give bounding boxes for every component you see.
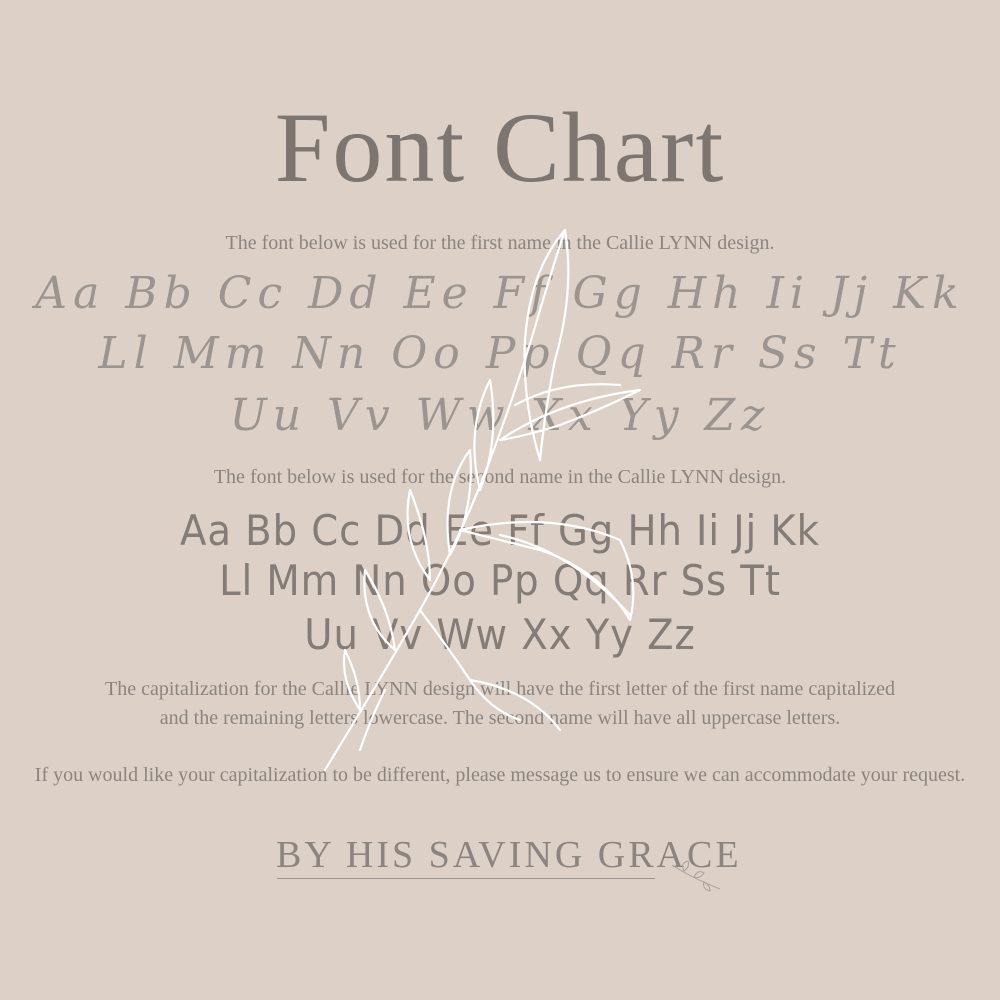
brand-sprig-icon xyxy=(668,855,728,895)
first-font-note: The font below is used for the first name in the Callie LYNN design. xyxy=(225,232,775,254)
capitalization-note-line-1: The capitalization for the Callie LYNN design will have the first letter of the first name capitalized xyxy=(105,678,895,700)
brand-logo xyxy=(276,833,742,877)
sans-alphabet-row-2: Ll Mm Nn Oo Pp Qq Rr Ss Tt xyxy=(219,556,781,605)
script-alphabet-row-2: Ll Mm Nn Oo Pp Qq Rr Ss Tt xyxy=(98,328,902,379)
capitalization-note-line-2: and the remaining letters lowercase. The second name will have all uppercase letters. xyxy=(159,707,841,729)
brand-name: BY HIS SAVING GRACE xyxy=(276,834,742,876)
brand-underline xyxy=(277,878,655,879)
script-alphabet-row-1: Aa Bb Cc Dd Ee Ff Gg Hh Ii Jj Kk xyxy=(35,268,965,319)
script-alphabet-row-3: Uu Vv Ww Xx Yy Zz xyxy=(229,390,771,441)
sans-alphabet-row-1: Aa Bb Cc Dd Ee Ff Gg Hh Ii Jj Kk xyxy=(180,506,820,555)
request-note: If you would like your capitalization to be different, please message us to ensure we can accommodate your request. xyxy=(34,764,966,786)
capitalization-note xyxy=(0,675,1000,733)
page-title: Font Chart xyxy=(274,92,726,203)
sans-alphabet-row-3: Uu Vv Ww Xx Yy Zz xyxy=(304,610,696,659)
second-font-note: The font below is used for the second name in the Callie LYNN design. xyxy=(213,466,787,488)
